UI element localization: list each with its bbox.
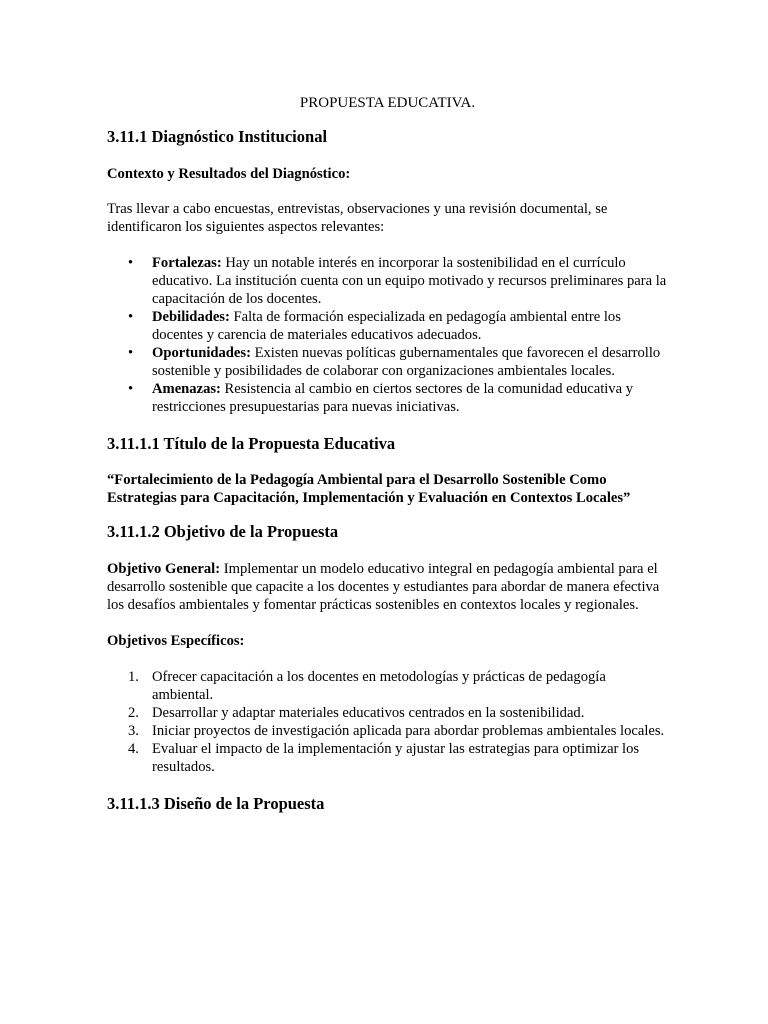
item-text: Existen nuevas políticas gubernamentales que favorecen el desarrollo sostenible y posibilidades de colaborar con organizaciones ambientales locales. [152, 345, 661, 379]
list-item [128, 704, 668, 722]
section-heading-diagnostico: 3.11.1 Diagnóstico Institucional [107, 127, 328, 146]
item-label: Oportunidades: [152, 345, 251, 361]
bullet-icon: • [128, 255, 134, 271]
item-number: 3. [128, 723, 139, 739]
objetivos-especificos-list [107, 668, 668, 776]
intro-paragraph: Tras llevar a cabo encuestas, entrevistas, observaciones y una revisión documental, se identificaron los siguientes aspectos relevantes: [107, 201, 608, 235]
objetivo-general-paragraph [107, 560, 668, 614]
list-item-amenazas [128, 380, 668, 416]
section-heading-diseno: 3.11.1.3 Diseño de la Propuesta [107, 794, 325, 813]
subheading-contexto: Contexto y Resultados del Diagnóstico: [107, 166, 351, 182]
item-label: Amenazas: [152, 381, 221, 397]
list-item-fortalezas [128, 254, 668, 308]
list-item-oportunidades [128, 344, 668, 380]
item-text: Ofrecer capacitación a los docentes en metodologías y prácticas de pedagogía ambiental. [152, 669, 606, 703]
list-item [128, 740, 668, 776]
section-heading-titulo: 3.11.1.1 Título de la Propuesta Educativa [107, 434, 396, 453]
list-item [128, 668, 668, 704]
item-text: Hay un notable interés en incorporar la sostenibilidad en el currículo educativo. La institución cuenta con un equipo motivado y recursos preliminares para la capacitación de los docentes. [152, 255, 667, 307]
item-text: Iniciar proyectos de investigación aplicada para abordar problemas ambientales locales. [152, 723, 665, 739]
objetivos-especificos-label: Objetivos Específicos: [107, 633, 245, 649]
item-number: 4. [128, 741, 139, 757]
item-label: Debilidades: [152, 309, 230, 325]
item-text: Desarrollar y adaptar materiales educativos centrados en la sostenibilidad. [152, 705, 585, 721]
item-number: 1. [128, 669, 139, 685]
item-text: Falta de formación especializada en pedagogía ambiental entre los docentes y carencia de materiales educativos adecuados. [152, 309, 621, 343]
document-title: PROPUESTA EDUCATIVA. [299, 95, 476, 111]
bullet-icon: • [128, 381, 134, 397]
bullet-icon: • [128, 309, 134, 325]
item-number: 2. [128, 705, 139, 721]
objetivo-general-label: Objetivo General: [107, 561, 221, 577]
list-item-debilidades [128, 308, 668, 344]
objetivo-general-text: Implementar un modelo educativo integral en pedagogía ambiental para el desarrollo sostenible que capacite a los docentes y estudiantes para abordar de manera efectiva los desafíos ambientales y fomentar prácticas sostenibles en contextos locales y regionales. [107, 561, 660, 613]
diagnostico-list [107, 254, 668, 416]
section-heading-objetivo: 3.11.1.2 Objetivo de la Propuesta [107, 522, 339, 541]
item-text: Evaluar el impacto de la implementación y ajustar las estrategias para optimizar los resultados. [152, 741, 640, 775]
item-text: Resistencia al cambio en ciertos sectores de la comunidad educativa y restricciones presupuestarias para nuevas iniciativas. [152, 381, 634, 415]
list-item [128, 722, 668, 740]
bullet-icon: • [128, 345, 134, 361]
proposal-title-quote: “Fortalecimiento de la Pedagogía Ambiental para el Desarrollo Sostenible Como Estrategias para Capacitación, Implementación y Evaluación en Contextos Locales” [107, 472, 631, 506]
item-label: Fortalezas: [152, 255, 222, 271]
